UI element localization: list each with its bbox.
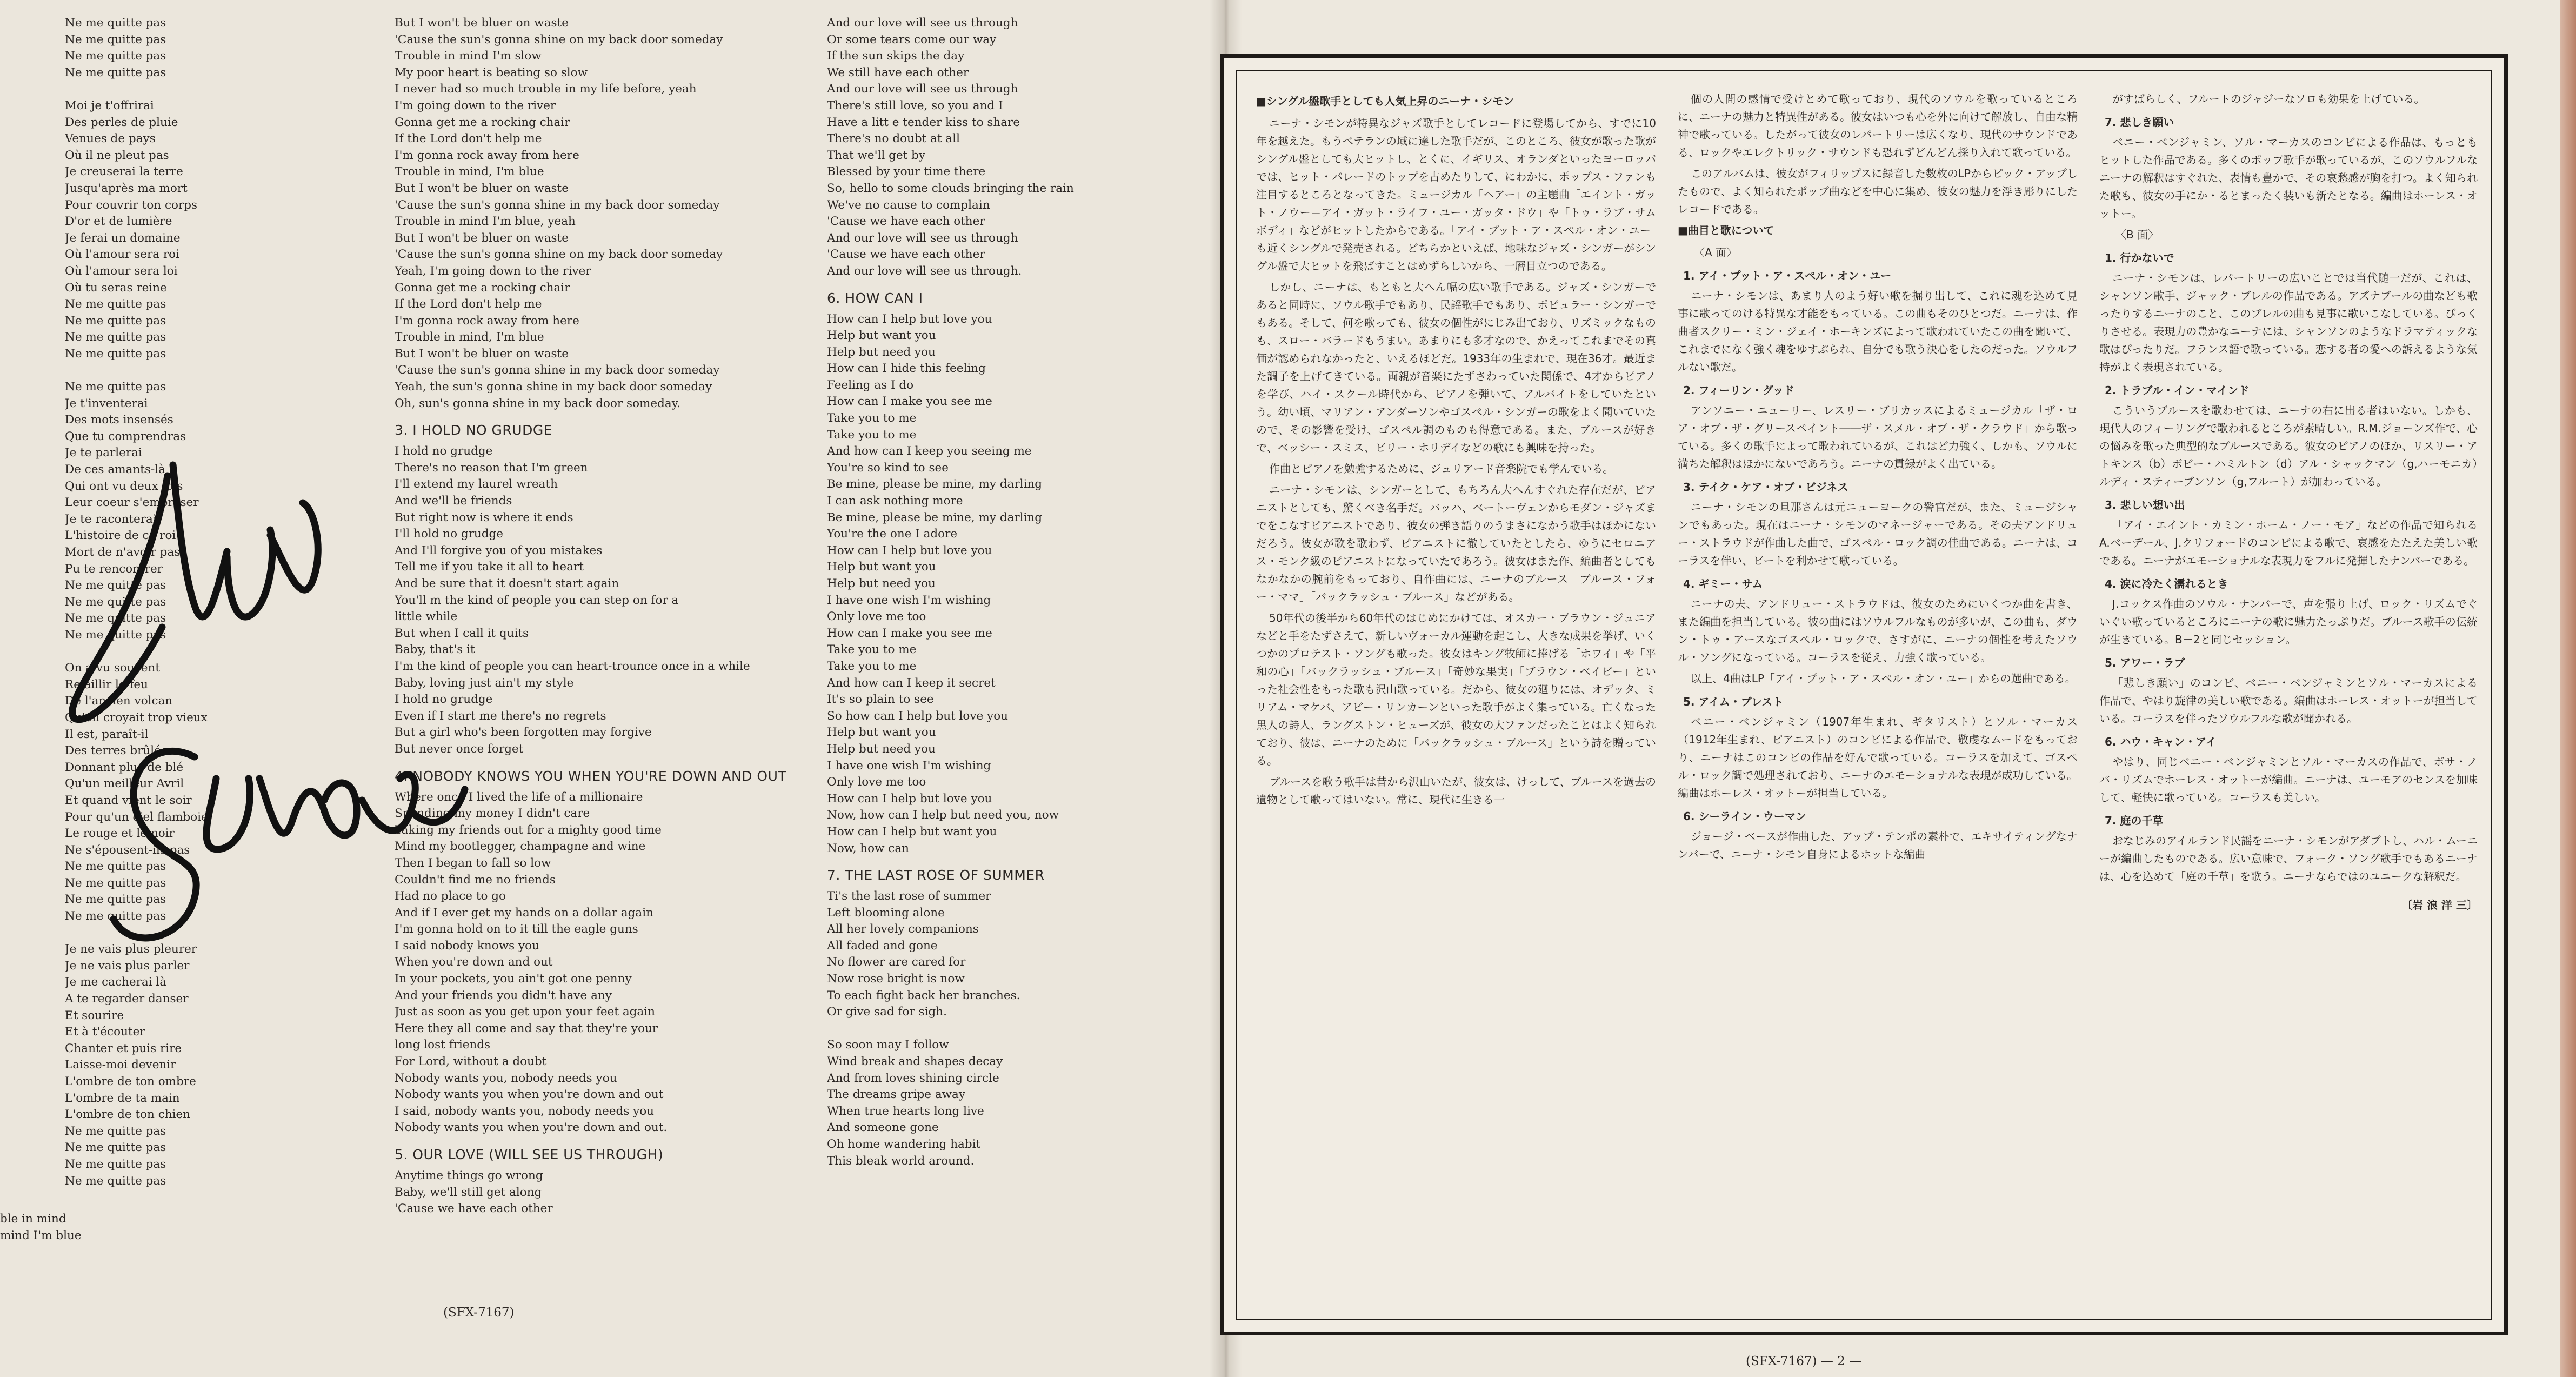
lyric-line: Nobody wants you when you're down and out. [395,1121,668,1135]
lyric-line: It's so plain to see [827,693,934,707]
lyric-line: Be mine, please be mine, my darling [827,477,1043,491]
lyric-line: Baby, loving just ain't my style [395,676,574,690]
lyric-line: And I'll forgive you of you mistakes [395,543,603,557]
lyric-line: Tell me if you take it all to heart [395,560,584,574]
lyric-line: Take you to me [827,411,917,425]
lyric-line: Be mine, please be mine, my darling [827,510,1043,524]
lyric-line: Help but need you [827,577,936,590]
lyric-line: Chanter et puis rire [65,1041,182,1055]
lyric-line: Et sourire [65,1008,124,1022]
song-title: 7. THE LAST ROSE OF SUMMER [827,867,1045,883]
lyric-line: Oh, sun's gonna shine in my back door someday. [395,396,680,410]
lyric-line: And how can I keep you seeing me [827,444,1032,458]
lyric-line: We still have each other [827,65,969,79]
lyric-line: That we'll get by [827,148,925,162]
lyric-line: A te regarder danser [65,992,189,1006]
track-description: やはり、同じベニー・ベンジャミンとソル・マーカスの作品で、ボサ・ノバ・リズムでホーレス・オットーが編曲。ニーナは、ユーモアのセンスを加味して、軽快に歌っている。コーラスも美しい。 [2099,755,2478,804]
lyric-line: Pour couvrir ton corps [65,198,198,212]
lyric-line: Ne me quitte pas [65,595,166,609]
lyric-line: Je t'inventerai [65,396,148,410]
track-title: 1. 行かないで [2105,251,2174,264]
lyric-line: There's no reason that I'm green [395,461,588,475]
lyrics-page [0,0,1225,1377]
lyric-line: Here they all come and say that they're your [395,1021,658,1035]
lyric-line: Et quand vient le soir [65,793,192,807]
song-title: 6. HOW CAN I [827,290,923,306]
lyric-line: Blessed by your time there [827,165,986,179]
lyric-line: Where once I lived the life of a millionaire [395,790,643,804]
lyric-line: 'Cause the sun's gonna shine in my back door someday [395,198,720,212]
lyric-line: 'Cause we have each other [827,248,985,262]
lyric-line: Où l'amour sera roi [65,248,179,262]
lyric-line: And our love will see us through. [827,264,1022,278]
lyric-line: Wind break and shapes decay [827,1055,1003,1069]
lyric-line: Now, how can [827,841,910,855]
lyric-line: Help but need you [827,345,936,359]
autograph-signature [32,433,519,1081]
lyric-line: De ces amants-là [65,463,165,477]
track-description: J.コックス作曲のソウル・ナンバーで、声を張り上げ、ロック・リズムでぐいぐい歌っているところにニーナの歌に魅力たっぷりだ。ブルース歌手の伝統が生きている。B－2と同じセッション。 [2099,597,2478,646]
lyric-line: Ne me quitte pas [65,65,166,79]
paragraph: 個の人間の感情で受けとめて歌っており、現代のソウルを歌っているところに、ニーナの魅力と特異性がある。彼女はいつも心を外に向けて解放し、自由な精神で歌っている。したがって彼女のレパートリーは広くなり、現代のサウンドである、ロックやエレクトリック・サウンドも恐れずどんどん採り入れて歌っている。 [1678,92,2078,159]
lyric-line: Have a litt e tender kiss to share [827,115,1020,129]
track-title: 4. ギミー・サム [1683,577,1763,590]
lyric-line: I'm gonna rock away from here [395,148,579,162]
lyric-line: Ne me quitte pas [65,876,166,890]
lyric-line: Moi je t'offrirai [65,98,154,112]
lyric-line: Then I began to fall so low [395,856,551,870]
lyric-line: We've no cause to complain [827,198,990,212]
lyric-line: Left blooming alone [827,906,945,920]
track-description: ジョージ・ベースが作曲した、アップ・テンポの素朴で、エキサイティングなナンバーで、ニーナ・シモン自身によるホットな編曲 [1678,830,2078,861]
lyric-line: Oh home wandering habit [827,1137,981,1151]
lyric-line: But I won't be bluer on waste [395,181,569,195]
lyric-line: L'ombre de ta main [65,1091,180,1105]
lyric-line: Couldn't find me no friends [395,873,556,887]
lyric-line: mind I'm blue [0,1228,82,1242]
lyric-line: L'histoire de ce roi [65,529,176,543]
lyric-line: I hold no grudge [395,693,493,707]
lyric-line: Donnant plus de blé [65,760,184,774]
lyric-line: All faded and gone [827,939,938,953]
lyric-line: How can I hide this feeling [827,362,986,376]
lyric-line: Venues de pays [65,132,156,146]
lyric-line: Take you to me [827,659,917,673]
lyric-line: In your pockets, you ain't got one penny [395,972,632,986]
track-description: こういうブルースを歌わせては、ニーナの右に出る者はいない。しかも、現代人のフィーリングで歌われるところが素晴しい。R.M.ジョーンズ作で、心の悩みを歌った典型的なブルースである。彼女のピアノのほか、リスリー・アトキンス（b）ボビー・ハミルトン（d）アル・シャックマン（g,ハーモニカ）ルディ・スティーブンソン（g,フルート）が加わっている。 [2099,404,2478,488]
track-title: 3. 悲しい想い出 [2105,498,2185,511]
catalog-number-left: (SFX-7167) [443,1306,515,1320]
lyric-line: And our love will see us through [827,16,1018,30]
track-description: 「悲しき願い」のコンビ、ベニー・ベンジャミンとソル・マーカスによる作品で、やはり旋律の美しい歌である。編曲はホーレス・オットーが担当している。コーラスを伴ったソウルフルな歌が聞かれる。 [2099,676,2478,725]
lyric-line: Ne me quitte pas [65,860,166,874]
page-number: (SFX-7167) — 2 — [1746,1354,1862,1368]
paragraph: 50年代の後半から60年代のはじめにかけては、オスカー・ブラウン・ジュニアなどと手をたずさえて、新しいヴォーカル運動を起こし、大きな成果を挙げ、いくつかのプロテスト・ソングも歌った。彼女はキング牧師に捧げる「ホワイ」や「平和の心」「バックラッシュ・ブルース」「奇妙な果実」「ブラウン・ベイビー」といった社会性をもった歌も沢山歌っている。だから、彼女の廻りには、オデッタ、ミリアム・マケバ、アビー・リンカーンといった歌手がよく集っている。亡くなった黒人の詩人、ラングストン・ヒューズが、彼女の大ファンだったことはよく知られており、彼は、ニーナのために「バックラッシュ・ブルース」という詩を贈っている。 [1256,611,1656,767]
lyric-line: So how can I help but love you [827,709,1008,723]
lyric-line: And from loves shining circle [827,1071,999,1085]
paragraph: ブルースを歌う歌手は昔から沢山いたが、彼女は、けっして、ブルースを過去の遺物として歌ってはいない。常に、現代に生きる一 [1256,775,1656,806]
lyric-line: But a girl who's been forgotten may forgive [395,726,652,740]
lyric-line: Or some tears come our way [827,32,997,46]
lyric-line: But I won't be bluer on waste [395,231,569,245]
lyric-line: Even if I start me there's no regrets [395,709,606,723]
lyric-line: Des terres brûlées [65,744,174,758]
lyric-line: Pour qu'un ciel flamboie [65,810,208,824]
track-title: 2. フィーリン・グッド [1683,384,1794,397]
track-title: 3. テイク・ケア・オブ・ビジネス [1683,481,1848,494]
lyric-line: And someone gone [827,1121,939,1135]
lyric-line: Je ferai un domaine [65,231,181,245]
liner-notes-column-3 [2099,90,2478,914]
lyric-line: All her lovely companions [827,922,979,936]
track-title: 1. アイ・プット・ア・スペル・オン・ユー [1683,269,1892,282]
lyric-line: How can I help but love you [827,543,992,557]
lyric-line: Ne me quitte pas [65,893,166,907]
lyric-line: L'ombre de ton chien [65,1108,191,1122]
track-description: ニーナ・シモンの旦那さんは元ニューヨークの警官だが、また、ミュージシャンでもあった。現在はニーナ・シモンのマネージャーである。その夫アンドリュー・ストラウドが作曲した曲で、ゴスペル・ロック調の佳曲である。ニーナは、コーラスを伴い、ビートを利かせて歌っている。 [1678,501,2078,567]
lyric-line: You'll m the kind of people you can step on for a [395,593,679,607]
lyric-line: I'm gonna hold on to it till the eagle guns [395,922,638,936]
lyric-line: Où il ne pleut pas [65,148,169,162]
liner-notes-column-2 [1678,90,2078,867]
lyric-line: Où l'amour sera loi [65,264,178,278]
lyric-line: To each fight back her branches. [827,988,1020,1002]
lyric-line: Ne me quitte pas [65,297,166,311]
lyric-line: Or give sad for sigh. [827,1005,947,1019]
lyric-line: Mind my bootlegger, champagne and wine [395,840,646,854]
lyric-line: I said, nobody wants you, nobody needs you [395,1104,655,1118]
lyric-line: Trouble in mind I'm slow [395,49,542,63]
lyric-line: There's no doubt at all [827,132,960,146]
track-title: 4. 涙に冷たく濡れるとき [2105,577,2228,590]
lyric-line: Feeling as I do [827,378,914,392]
track-title: 5. アイム・ブレスト [1683,695,1784,708]
lyric-line: Yeah, I'm going down to the river [395,264,591,278]
lyric-line: Trouble in mind, I'm blue [395,165,544,179]
lyric-line: How can I help but love you [827,791,992,806]
lyric-line: How can I make you see me [827,395,992,409]
lyric-line: Qu'on croyait trop vieux [65,710,208,724]
lyric-line: You're so kind to see [827,461,949,475]
lyric-line: I have one wish I'm wishing [827,759,991,773]
track-title: 7. 庭の千草 [2105,814,2164,827]
lyric-line: You're the one I adore [827,527,958,541]
lyric-line: Ne me quitte pas [65,611,166,626]
lyric-line: But I won't be bluer on waste [395,347,569,361]
lyric-line: I'm going down to the river [395,98,556,112]
track-title: 6. シーライン・ウーマン [1683,810,1806,823]
lyric-line: 'Cause the sun's gonna shine on my back door someday [395,248,723,262]
lyrics-column-edge [0,1211,108,1244]
lyric-line: Take you to me [827,428,917,442]
track-description: ニーナ・シモンは、あまり人のよう好い歌を掘り出して、これに魂を込めて見事に歌ってのける特異な才能をもっている。この曲もそのひとつだ。ニーナは、作曲者スクリー・ミン・ジェイ・ホーキンズによって歌われていたこの曲を聞いて、これまでになく強く魂をゆすぶられ、自分でも歌う決心をしたのだった。ソウルフルない歌だ。 [1678,289,2078,374]
lyric-line: If the Lord don't help me [395,297,542,311]
lyric-line: Baby, we'll still get along [395,1185,542,1199]
lyric-line: Ne me quitte pas [65,32,166,46]
track-description: 以上、4曲はLP「アイ・プット・ア・スペル・オン・ユー」からの選曲である。 [1691,672,2076,685]
lyric-line: No flower are cared for [827,955,966,969]
lyric-line: Je te raconterai [65,512,157,526]
lyric-line: How can I help but want you [827,824,997,839]
lyric-line: Ne s'épousent-ils pas [65,843,190,857]
side-label: 〈A 面〉 [1694,246,1738,259]
track-description: おなじみのアイルランド民謡をニーナ・シモンがアダプトし、ハル・ムーニーが編曲したものである。広い意味で、フォーク・ソング歌手でもあるニーナは、心を込めて「庭の千草」を歌う。ニーナならではのユニークな解釈だ。 [2099,834,2478,883]
track-description: ベニー・ベンジャミン、ソル・マーカスのコンビによる作品は、もっともヒットした作品である。多くのポップ歌手が歌っているが、このソウルフルなニーナの解釈はすぐれた、表情も豊かで、その哀愁感が胸を打つ。よく知られた歌も、彼女の手にか・るとまったく装いも新たとなる。編曲はホーレス・オットー。 [2099,136,2478,220]
lyric-line: Anytime things go wrong [395,1169,543,1182]
lyric-line: ble in mind [0,1212,66,1226]
paragraph: 作曲とピアノを勉強するために、ジュリアード音楽院でも学んでいる。 [1269,462,1614,475]
lyric-line: Des perles de pluie [65,115,178,129]
paragraph: ニーナ・シモンが特異なジャズ歌手としてレコードに登場してから、すでに10年を越えた。もうベテランの域に達した歌手だが、このところ、彼女が歌った歌がシングル盤としても大ヒットし、とくに、イギリス、オランダといったヨーロッパでは、ヒット・パレードのトップを占めたりして、にわかに、ポップス・ファンも注目するところとなってきた。ミュージカル「ヘアー」の主題曲「エイント・ガット・ノウー＝アイ・ガット・ライフ・ユー・ガッタ・ドウ」や「トゥ・ラブ・サムボディ」などがヒットしたからである。「アイ・プット・ア・スペル・オン・ユー」も近くシングルで発売される。どちらかといえば、地味なジャズ・シンガーがシングル盤で大ヒットを飛ばすことはめずらしいから、一層目立つのである。 [1256,117,1656,272]
lyric-line: Taking my friends out for a mighty good time [395,823,662,837]
lyric-line: Je me cacherai là [65,975,167,989]
lyric-line: When true hearts long live [827,1104,984,1118]
side-label: 〈B 面〉 [2115,228,2159,241]
sleeve-edge [2560,0,2576,1377]
song-title: 4. NOBODY KNOWS YOU WHEN YOU'RE DOWN AND OUT [395,768,787,784]
lyric-line: Ne me quitte pas [65,1174,166,1188]
lyric-line: Où tu seras reine [65,281,167,295]
lyric-line: So soon may I follow [827,1038,949,1052]
lyric-line: Nobody wants you when you're down and out [395,1088,664,1102]
lyric-line: Ne me quitte pas [65,330,166,344]
lyric-line: And we'll be friends [395,494,512,508]
lyric-line [65,81,276,98]
track-description: ニーナ・シモンは、レパートリーの広いことでは当代随一だが、これは、シャンソン歌手、ジャック・ブレルの作品である。アズナブールの曲なども歌ったりするニーナのこと、このブレルの曲も見事に歌いこなしている。びっくりさせる。表現力の豊かなニーナには、シャンソンのようなドラマティックな歌はぴったりだ。フランス語で歌っている。恋する者の愛への訴えるような気持がよく表現されている。 [2099,271,2478,374]
song-title: 3. I HOLD NO GRUDGE [395,422,553,438]
lyric-line: Yeah, the sun's gonna shine in my back door someday [395,380,712,394]
lyric-line: There's still love, so you and I [827,98,1003,112]
paragraph: がすばらしく、フルートのジャジーなソロも効果を上げている。 [2112,92,2425,105]
lyric-line: Take you to me [827,643,917,657]
track-description: アンソニー・ニューリー、レスリー・ブリカッスによるミュージカル「ザ・ロア・オブ・ザ・グリースペイント――ザ・スメル・オブ・ザ・クラウド」から歌っている。多くの歌手によって歌われているが、これはど力強く、しかも、ソウルに満ちた解釈はほかにないであろう。ニーナの貫録がよく出ている。 [1678,404,2078,470]
lyric-line: D'or et de lumière [65,215,172,229]
track-title: 5. アワー・ラブ [2105,656,2185,669]
lyric-line: 'Cause we have each other [395,1202,553,1216]
lyric-line: Ne me quitte pas [65,628,166,642]
lyric-line: long lost friends [395,1038,491,1052]
lyric-line: My poor heart is beating so slow [395,65,588,79]
lyric-line: Jusqu'après ma mort [65,181,188,195]
track-title: 7. 悲しき願い [2105,116,2174,129]
liner-notes-column-1 [1256,90,1656,812]
lyric-line: Only love me too [827,775,926,789]
lyric-line: Que tu comprendras [65,429,186,443]
lyric-line: If the sun skips the day [827,49,965,63]
section-heading: ■曲目と歌について [1678,224,1774,237]
lyric-line: And how can I keep it secret [827,676,996,690]
lyric-line: Ne me quitte pas [65,909,166,923]
lyric-line: I have one wish I'm wishing [827,593,991,607]
lyric-line: I'll hold no grudge [395,527,504,541]
lyric-line: Ti's the last rose of summer [827,889,991,903]
lyric-line: How can I make you see me [827,626,992,640]
track-description: 「アイ・エイント・カミン・ホーム・ノー・モア」などの作品で知られるA.ベーデール、J.クリフォードのコンビによる歌で、哀感をたたえた美しい歌である。ニーナがエモーショナルな表現力をフルに発揮したナンバーである。 [2099,518,2478,567]
lyric-line: I'm the kind of people you can heart-trounce once in a while [395,659,750,673]
author-credit: 〔岩 浪 洋 三〕 [2401,899,2478,912]
lyric-line: L'ombre de ton ombre [65,1075,196,1088]
lyric-line: And your friends you didn't have any [395,988,612,1002]
lyric-line: But never once forget [395,742,524,756]
lyric-line: The dreams gripe away [827,1088,966,1102]
lyric-line: But when I call it quits [395,626,529,640]
lyric-line: Mort de n'avoir pas [65,546,181,559]
lyric-line [827,1021,1205,1037]
lyric-line: Ne me quitte pas [65,578,166,593]
lyric-line: Je ne vais plus pleurer [65,942,197,956]
lyric-line: Spending my money I didn't care [395,807,590,821]
lyric-line: Nobody wants you, nobody needs you [395,1071,617,1085]
lyric-line: Had no place to go [395,889,506,903]
lyric-line: Ne me quitte pas [65,1157,166,1171]
lyric-line: 'Cause we have each other [827,215,985,229]
lyric-line: But right now is where it ends [395,510,573,524]
lyric-line: Pu te rencontrer [65,562,163,576]
paragraph: しかし、ニーナは、もともと大へん幅の広い歌手である。ジャズ・シンガーであると同時に、ソウル歌手でもあり、民謡歌手でもあり、ポピュラー・シンガーでもある。そして、何を歌っても、彼女の個性がにじみ出ており、リズミックなものも、スロー・バラードもうまい。あまりにも多才なので、かえってこれまでその真価が認められなかったと、いえるほどだ。1933年の生まれで、現在36才。最近また調子を上げてきている。両親が音楽にたずさわっていた関係で、4才からピアノを学び、ハイ・スクール時代から、ピアノを弾いて、アルバイトをしていたという。幼い頃、マリアン・アンダーソンやゴスペル・シンガーの歌をよく聞いていたので、その影響を受け、ゴスペル調のものも得意である。また、ブルースが好きで、ベッシー・スミス、ビリー・ホリデイなどの歌にも興味を持った。 [1256,281,1656,454]
lyric-line: Just as soon as you get upon your feet again [395,1005,655,1019]
lyric-line: Now rose bright is now [827,972,965,986]
lyric-line: How can I help but love you [827,312,992,326]
lyric-line: This bleak world around. [827,1154,975,1168]
lyric-line: And be sure that it doesn't start again [395,577,619,590]
lyric-line: Baby, that's it [395,643,475,657]
lyric-line: Ne me quitte pas [65,380,166,394]
lyric-line: De l'ancien volcan [65,694,173,708]
lyric-line: little while [395,610,458,624]
lyric-line: Gonna get me a rocking chair [395,281,570,295]
lyric-line: I can ask nothing more [827,494,963,508]
song-title: 5. OUR LOVE (WILL SEE US THROUGH) [395,1147,664,1162]
lyric-line: Rejaillir le feu [65,677,148,691]
lyric-line: Gonna get me a rocking chair [395,115,570,129]
lyric-line: Help but need you [827,742,936,756]
lyric-line: Des mots insensés [65,413,173,427]
lyric-line: Je te parlerai [65,446,142,460]
track-title: 2. トラブル・イン・マインド [2105,384,2250,397]
lyric-line: Le rouge et le noir [65,827,175,841]
lyric-line: Laisse-moi devenir [65,1058,176,1072]
lyric-line: Help but want you [827,560,936,574]
lyric-line: Je creuserai la terre [65,165,183,179]
lyric-line: I never had so much trouble in my life before, yeah [395,82,697,96]
lyric-line: On a vu souvent [65,661,160,675]
lyric-line: I hold no grudge [395,444,493,458]
lyric-line: I'm gonna rock away from here [395,314,579,328]
lyric-line: Qu'un meilleur Avril [65,777,184,791]
lyric-line: And our love will see us through [827,82,1018,96]
lyric-line: Now, how can I help but need you, now [827,808,1059,822]
lyric-line: Help but want you [827,329,936,343]
lyric-line: When you're down and out [395,955,553,969]
track-title: 6. ハウ・キャン・アイ [2105,735,2217,748]
lyric-line [65,362,276,379]
lyric-line: And if I ever get my hands on a dollar again [395,906,653,920]
lyrics-column-3 [827,15,1205,1169]
lyric-line: Help but want you [827,726,936,740]
lyric-line: Trouble in mind I'm blue, yeah [395,215,576,229]
lyric-line: 'Cause the sun's gonna shine in my back door someday [395,363,720,377]
lyric-line: Trouble in mind, I'm blue [395,330,544,344]
lyric-line: Leur coeur s'embraser [65,496,199,510]
lyric-line: Ne me quitte pas [65,314,166,328]
lyric-line: Il est, paraît-il [65,727,149,741]
lyric-line: Ne me quitte pas [65,1124,166,1138]
lyric-line: I'll extend my laurel wreath [395,477,558,491]
lyric-line: But I won't be bluer on waste [395,16,569,30]
lyric-line: Qui ont vu deux fois [65,479,183,493]
lyric-line: For Lord, without a doubt [395,1055,547,1069]
lyric-line: I said nobody knows you [395,939,539,953]
lyric-line: And our love will see us through [827,231,1018,245]
lyric-line: Only love me too [827,610,926,624]
lyric-line: Ne me quitte pas [65,49,166,63]
lyric-line: Ne me quitte pas [65,347,166,361]
lyric-line: 'Cause the sun's gonna shine on my back door someday [395,32,723,46]
track-description: ベニー・ベンジャミン（1907年生まれ、ギタリスト）とソル・マーカス（1912年生まれ、ピアニスト）のコンビによる作品で、敬虔なムードをもっており、ニーナはこのコンビの作品を好んで歌っている。コーラスを加えて、ゴスペル・ロック調で処理されており、ニーナのエモーショナルな表現が成功している。編曲はホーレス・オットーが担当している。 [1678,715,2078,800]
lyric-line: Je ne vais plus parler [65,959,190,973]
lyric-line: Et à t'écouter [65,1025,145,1039]
lyric-line: So, hello to some clouds bringing the rain [827,181,1074,195]
liner-notes-box [1220,54,2508,1335]
section-heading: ■シングル盤歌手としても人気上昇のニーナ・シモン [1256,95,1514,108]
lyric-line: Ne me quitte pas [65,16,166,30]
paragraph: このアルバムは、彼女がフィリップスに録音した数枚のLPからピック・アップしたもので、よく知られたポップ曲などを中心に集め、彼女の魅力を浮き彫りにしたレコードである。 [1678,167,2078,216]
track-description: ニーナの夫、アンドリュー・ストラウドは、彼女のためにいくつか曲を書き、また編曲を担当している。彼の曲にはソウルフルなものが多いが、この曲も、ダウン・トゥ・アースなゴスペル・ロックで、さすがに、ニーナの個性を考えたソウル・ソングになっている。コーラスを従え、力強く歌っている。 [1678,597,2078,664]
lyric-line: Ne me quitte pas [65,1141,166,1155]
paragraph: ニーナ・シモンは、シンガーとして、もちろん大へんすぐれた存在だが、ピアニストとしても、驚くべき名手だ。バッハ、ベートーヴェンからモダン・ジャズまでをこなすピアニストであり、彼女の弾き語りのうまさになかう歌手はほかにないだろう。彼女が歌を歌わず、ピアニストに徹していたとしたら、ゆうにセロニアス・モンク級のピアニストになっていたであろう。彼女はまた作、編曲者としてもなかなかの腕前をもっており、自作曲には、ニーナのブルース「ブルース・フォー・ママ」「バックラッシュ・ブルース」などがある。 [1256,483,1656,603]
lyric-line: If the Lord don't help me [395,132,542,146]
